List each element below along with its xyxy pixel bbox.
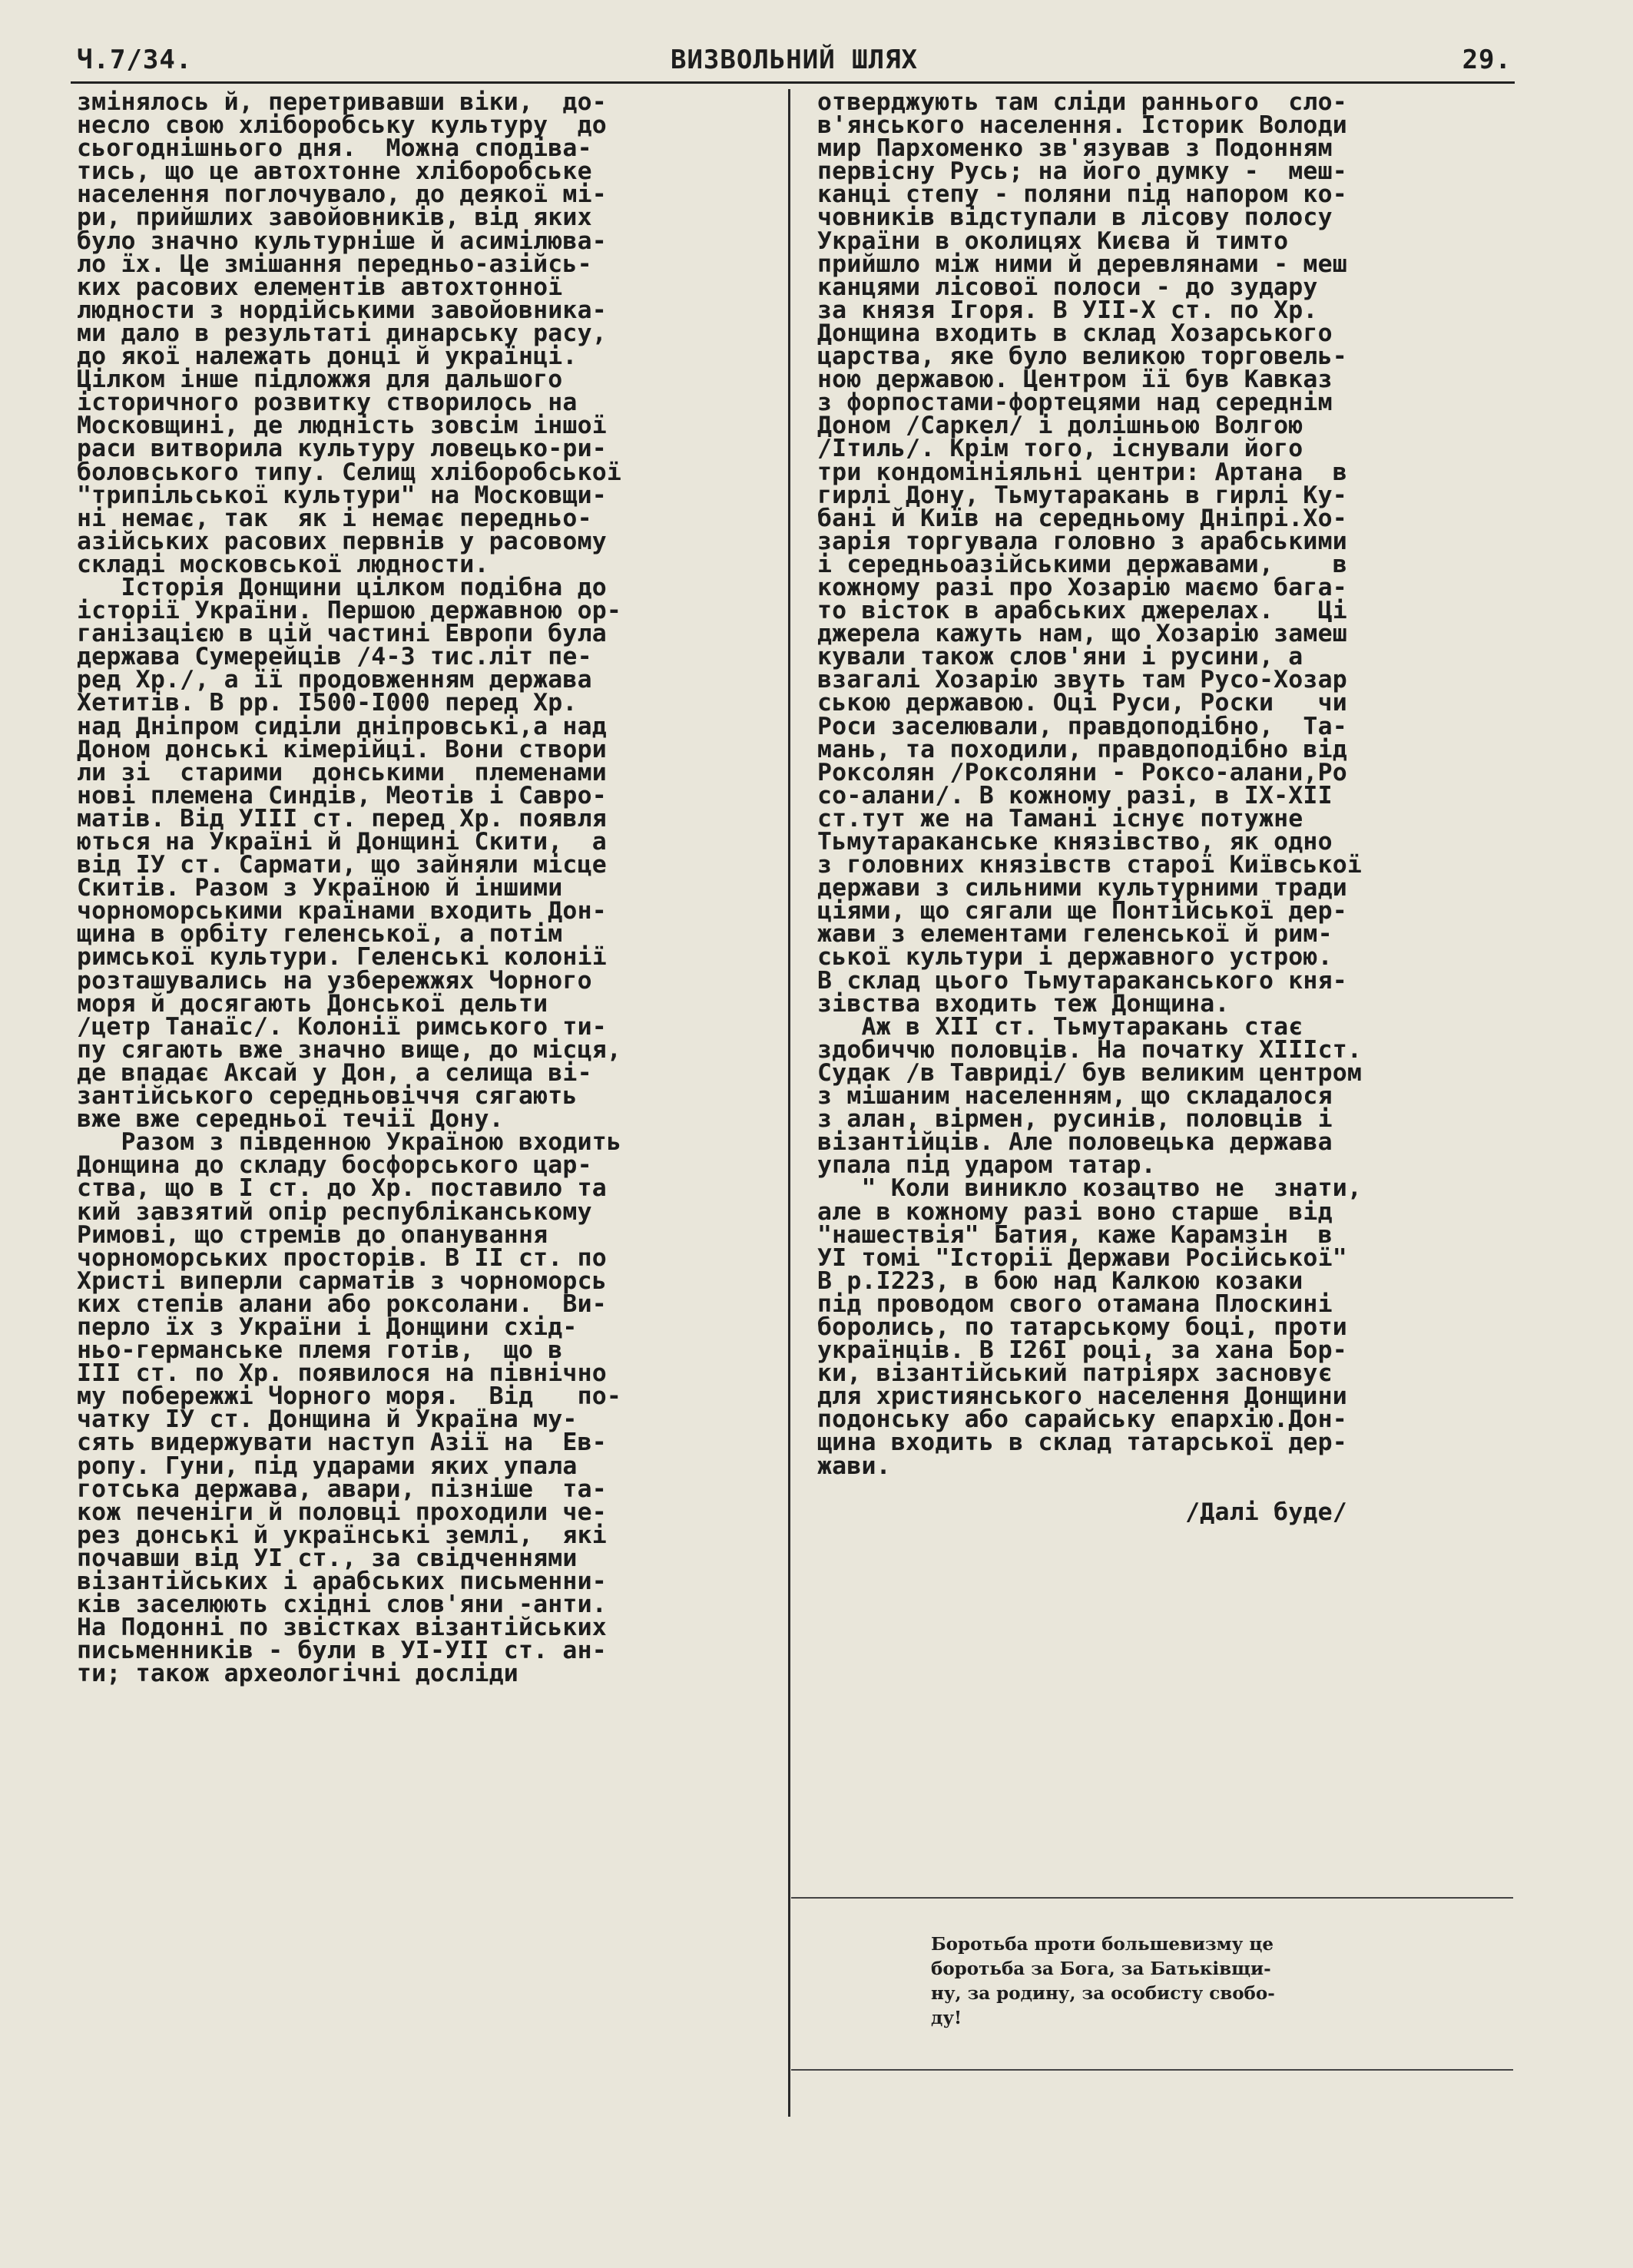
text-line: жави. [817,1452,891,1480]
text-line: сьогоднішнього дня. Можна сподіва- [77,134,592,163]
text-line: з мішаним населенням, що складалося [817,1082,1333,1111]
text-line: ких расових елементів автохтонної [77,273,563,301]
text-line: змінялось й, перетривавши віки, до- [77,88,607,116]
quote-box [931,1932,1330,2031]
text-line: тись, що це автохтонне хліборобське [77,157,592,186]
text-line: вже вже середньої течії Дону. [77,1105,504,1134]
text-line: Донщина входить в склад Хозарського [817,319,1333,347]
quote-box-bottom-rule [791,2069,1513,2071]
text-line: кували також слов'яни і русини, а [817,643,1303,671]
text-line: упала під ударом татар. [817,1151,1156,1180]
text-line: письменників - були в УІ-УІІ ст. ан- [77,1637,607,1665]
text-line: ської культури і державного устрою. [817,943,1333,972]
text-line: кож печеніги й половці проходили че- [77,1498,607,1526]
text-line: со-алани/. В кожному разі, в ІХ-ХІІ [817,781,1333,810]
text-line: мань, та походили, правдоподібно від [817,735,1347,763]
text-line: Судак /в Тавриді/ був великим центром [817,1058,1363,1087]
text-line: Аж в ХІІ ст. Тьмутаракань стає [817,1012,1303,1041]
text-line: чорноморськими країнами входить Дон- [77,897,607,925]
text-line: Доном донські кімерійці. Вони створи [77,735,607,763]
text-line: ких степів алани або роксолани. Ви- [77,1290,607,1318]
text-line: /Далі буде/ [817,1498,1347,1526]
text-line: сять видержувати наступ Азії на Ев- [77,1429,607,1457]
text-line: зарія торгувала головно з арабськими [817,527,1347,555]
text-line: населення поглочувало, до деякої мі- [77,180,607,209]
text-line: царства, яке було великою торговель- [817,343,1347,371]
text-line: "трипільської культури" на Московщи- [77,481,607,509]
text-line: в'янського населення. Історик Володи [817,111,1347,140]
text-line: моря й досягають Донської дельти [77,989,548,1018]
text-line: до якої належать донці й українці. [77,343,578,371]
text-line: ганізацією в цій частині Европи була [77,620,607,648]
text-line: чатку ІУ ст. Донщина й Україна му- [77,1405,578,1434]
text-line: України в околицях Києва й тимто [817,227,1289,255]
text-line: і середньоазійськими державами, в [817,550,1347,578]
text-line: азійських расових первнів у расовому [77,527,607,555]
text-line: Цілком інше підложжя для дальшого [77,366,563,394]
text-line: му побережжі Чорного моря. Від по- [77,1382,622,1411]
text-line: Разом з південною Україною входить [77,1128,622,1157]
text-line: ства, що в І ст. до Хр. поставило та [77,1174,607,1203]
text-line: Роксолян /Роксоляни - Роксо-алани,Ро [817,758,1347,786]
text-line: три кондомініяльні центри: Артана в [817,458,1347,486]
text-line: Тьмутараканське князівство, як одно [817,828,1333,856]
text-line: канці степу - поляни під напором ко- [817,180,1347,209]
column-divider [788,89,790,2117]
text-line: жави з елементами геленської й рим- [817,920,1333,949]
text-line: Римові, що стремів до опанування [77,1220,548,1249]
text-line: /цетр Танаїс/. Колонії римського ти- [77,1012,607,1041]
text-line [817,1478,1509,1501]
text-line: з форпостами-фортецями над середнім [817,389,1333,417]
text-line: для християнського населення Донщини [817,1382,1347,1411]
text-line: В склад цього Тьмутараканського кня- [817,966,1347,995]
text-line: почавши від УІ ст., за свідченнями [77,1544,578,1572]
text-line: Хетитів. В рр. I500-I000 перед Хр. [77,689,578,717]
text-line: складі московської людности. [77,550,489,578]
right-column [817,88,1509,1526]
text-line: Донщина до складу босфорського цар- [77,1151,592,1180]
publication-title: ВИЗВОЛЬНИЙ ШЛЯХ [670,45,919,75]
text-line: В р.І223, в бою над Калкою козаки [817,1266,1303,1295]
text-line: ків заселюють східні слов'яни -анти. [77,1591,607,1619]
text-line: над Дніпром сиділи дніпровські,а над [77,712,607,740]
header-rule [71,81,1515,84]
text-line: ІІІ ст. по Хр. появилося на північно [77,1359,607,1388]
text-line: ньо-германське племя готів, що в [77,1336,563,1365]
text-line: взагалі Хозарію звуть там Русо-Хозар [817,666,1347,694]
text-line: від ІУ ст. Сармати, що зайняли місце [77,851,607,879]
text-line: зантійського середньовіччя сягають [77,1082,578,1111]
text-line: історії України. Першою державною ор- [77,597,622,625]
text-line: готська держава, авари, пізніше та- [77,1475,607,1503]
text-line: людности з нордійськими завойовника- [77,296,607,324]
text-line: пу сягають вже значно вище, до місця, [77,1035,622,1064]
text-line: боролись, по татарському боці, проти [817,1313,1347,1341]
text-line: було значно культурніше й асимілюва- [77,227,607,255]
text-line: мир Пархоменко зв'язував з Подонням [817,134,1333,163]
text-line: держава Сумерейців /4-3 тис.літ пе- [77,643,592,671]
text-line: кожному разі про Хозарію маємо бага- [817,573,1347,601]
text-line: ні немає, так як і немає передньо- [77,504,592,532]
text-line: розташувались на узбережжях Чорного [77,966,592,995]
text-line: ною державою. Центром її був Кавказ [817,366,1333,394]
text-line: ло їх. Це змішання передньо-азійсь- [77,250,592,278]
text-line: з головних князівств старої Київської [817,851,1363,879]
text-line: ри, прийшлих завойовників, від яких [77,204,592,232]
text-line: Доном /Саркел/ і долішньою Волгою [817,412,1303,440]
text-line: то вісток в арабських джерелах. Ці [817,597,1347,625]
text-line: гирлі Дону, Тьмутаракань в гирлі Ку- [817,481,1347,509]
text-line: ки, візантійський патріярх засновує [817,1359,1333,1388]
text-line: ми дало в результаті динарську расу, [77,319,607,347]
text-line: подонську або сарайську епархію.Дон- [817,1405,1347,1434]
issue-number: Ч.7/34. [77,45,193,75]
left-column [77,88,753,1688]
text-line: кий завзятий опір республіканському [77,1197,592,1226]
text-line: "нашествія" Батия, каже Карамзін в [817,1220,1333,1249]
quote-line: Боротьба проти большевизму це [931,1934,1274,1955]
page-header [77,45,1512,83]
text-line: рез донські й українські землі, які [77,1521,607,1549]
text-line: перло їх з України і Донщини схід- [77,1313,578,1341]
text-line: щина в орбіту геленської, а потім [77,920,563,949]
text-line: візантійців. Але половецька держава [817,1128,1333,1157]
text-line: човників відступали в лісову полосу [817,204,1333,232]
text-line: за князя Ігоря. В УІІ-Х ст. по Хр. [817,296,1318,324]
text-line: держави з сильними культурними тради [817,874,1347,902]
text-line: ською державою. Оці Руси, Роски чи [817,689,1347,717]
text-line: матів. Від УІІІ ст. перед Хр. появля [77,804,607,833]
quote-line: ну, за родину, за особисту свобо- [931,1983,1275,2004]
text-line: з алан, вірмен, русинів, половців і [817,1105,1333,1134]
text-line: ються на Україні й Донщині Скити, а [77,828,607,856]
text-line: візантійських і арабських письменни- [77,1568,607,1595]
text-line: щина входить в склад татарської дер- [817,1429,1347,1457]
quote-box-top-rule [791,1897,1513,1899]
text-line: Роси заселювали, правдоподібно, Та- [817,712,1347,740]
text-line: На Подонні по звістках візантійських [77,1614,607,1642]
text-line: Історія Донщини цілком подібна до [77,573,607,601]
text-line: ст.тут же на Тамані існує потужне [817,804,1303,833]
text-line: Скитів. Разом з Україною й іншими [77,874,563,902]
text-line: прийшло між ними й деревлянами - меш [817,250,1347,278]
text-line: первісну Русь; на його думку - меш- [817,157,1347,186]
text-line: де впадає Аксай у Дон, а селища ві- [77,1058,592,1087]
text-line: отверджують там сліди раннього сло- [817,88,1347,116]
quote-line: боротьба за Бога, за Батьківщи- [931,1958,1271,1979]
text-line: Московщині, де людність зовсім іншої [77,412,607,440]
text-line: Христі виперли сарматів з чорноморсь [77,1266,607,1295]
text-line: зівства входить теж Донщина. [817,989,1230,1018]
text-line: українців. В І26І році, за хана Бор- [817,1336,1347,1365]
text-line: ли зі старими донськими племенами [77,758,607,786]
text-line: римської культури. Геленські колонії [77,943,607,972]
text-line: здобиччю половців. На початку ХІІІст. [817,1035,1363,1064]
text-line: ти; також археологічні досліди [77,1660,518,1688]
text-line: несло свою хліборобську культуру до [77,111,607,140]
page-number: 29. [1462,45,1512,75]
text-line: канцями лісової полоси - до зудару [817,273,1318,301]
text-line: джерела кажуть нам, що Хозарію замеш [817,620,1347,648]
text-line: ропу. Гуни, під ударами яких упала [77,1452,578,1480]
text-line: нові племена Синдів, Меотів і Савро- [77,781,607,810]
quote-line: ду! [931,2008,962,2028]
text-line: боловського типу. Селищ хліборобської [77,458,622,486]
text-line: /Ітиль/. Крім того, існували його [817,435,1303,463]
text-line: раси витворила культуру ловецько-ри- [77,435,607,463]
text-line: УІ томі "Історії Держави Російської" [817,1243,1347,1272]
text-line: чорноморських просторів. В ІІ ст. по [77,1243,607,1272]
text-line: ред Хр./, а її продовженням держава [77,666,592,694]
text-line: під проводом свого отамана Плоскині [817,1290,1333,1318]
text-line: ціями, що сягали ще Понтійської дер- [817,897,1347,925]
text-line: бані й Київ на середньому Дніпрі.Хо- [817,504,1347,532]
text-line: історичного розвитку створилось на [77,389,578,417]
text-line: але в кожному разі воно старше від [817,1197,1333,1226]
text-line: " Коли виникло козацтво не знати, [817,1174,1363,1203]
